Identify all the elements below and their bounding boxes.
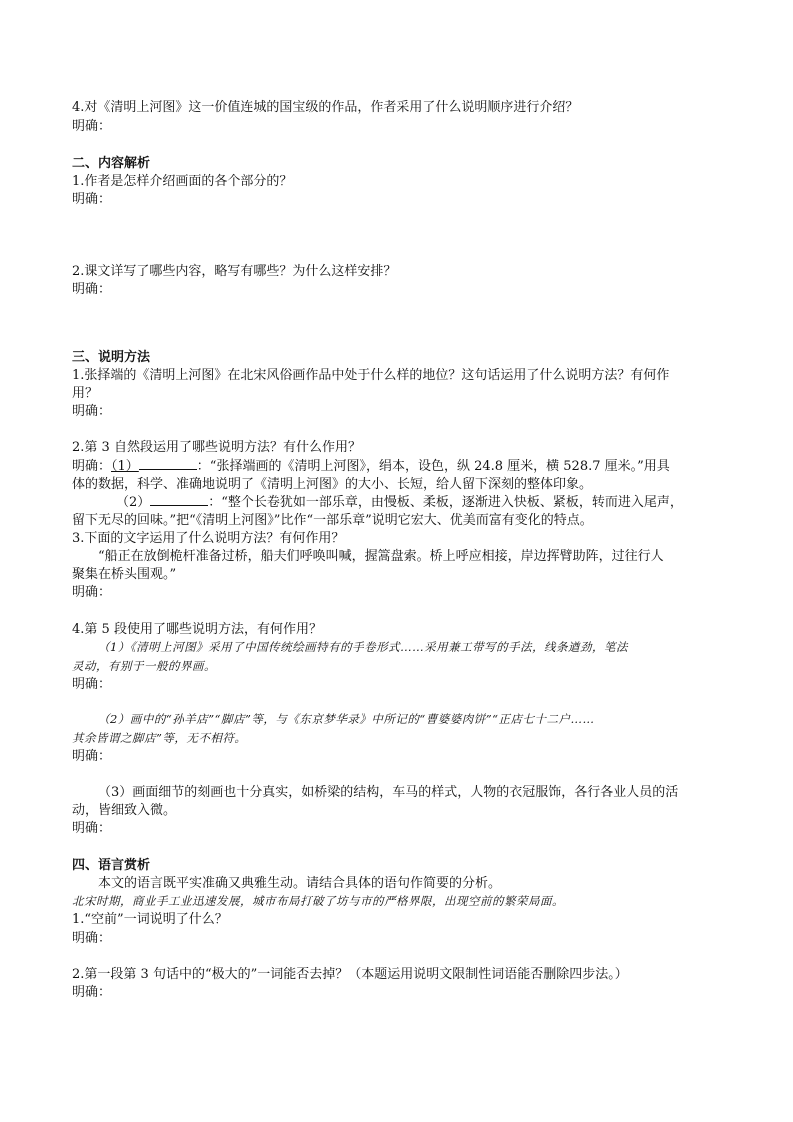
- answer-label: 明确：: [72, 821, 112, 836]
- question-4: 4.对《清明上河图》这一价值连城的国宝级的作品，作者采用了什么说明顺序进行介绍？: [72, 100, 579, 115]
- section-2-title: 二、内容解析: [72, 156, 151, 171]
- answer-label: 明确：: [72, 677, 112, 692]
- section-3-question-1: 1.张择端的《清明上河图》在北宋风俗画作品中处于什么样的地位？这句话运用了什么说明方法？有何作: [72, 368, 670, 383]
- quoted-text-cont: 聚集在桥头围观。”: [72, 567, 177, 582]
- answer-1-quote: ：“张择端画的《清明上河图》，绢本，设色，纵 24.8 厘米，横 528.7 厘米。”用具: [196, 459, 670, 474]
- blank-1: [139, 457, 197, 470]
- section-2-question-2: 2.课文详写了哪些内容，略写有哪些？为什么这样安排？: [72, 264, 397, 279]
- item-2: （2）画中的“孙羊店”“脚店”等，与《东京梦华录》中所记的“曹婆婆肉饼”“正店七十二户……: [98, 712, 595, 726]
- answer-1-number: （1）: [111, 459, 139, 474]
- item-1: （1）《清明上河图》采用了中国传统绘画特有的手卷形式……采用兼工带写的手法，线条遒劲，笔法: [98, 640, 629, 654]
- answer-2-continuation: 留下无尽的回味。”把“《清明上河图》”比作“一部乐章”说明它宏大、优美而富有变化的特点。: [72, 513, 593, 528]
- answer-label: 明确：: [72, 749, 112, 764]
- item-3: （3）画面细节的刻画也十分真实，如桥梁的结构，车马的样式，人物的衣冠服饰，各行各业人员的活: [98, 785, 679, 800]
- section-4-quote: 北宋时期，商业手工业迅速发展，城市布局打破了坊与市的严格界限，出现空前的繁荣局面。: [72, 894, 564, 908]
- section-3-question-2: 2.第 3 自然段运用了哪些说明方法？有什么作用？: [72, 440, 361, 455]
- section-3-question-3: 3.下面的文字运用了什么说明方法？有何作用？: [72, 531, 345, 546]
- section-4-question-1: 1.“空前”一词说明了什么？: [72, 912, 228, 927]
- section-4-title: 四、语言赏析: [72, 858, 151, 873]
- answer-line-1: [72, 457, 722, 476]
- answer-1-continuation: 体的数据，科学、准确地说明了《清明上河图》的大小、长短，给人留下深刻的整体印象。: [72, 477, 593, 492]
- answer-label: 明确：: [72, 459, 112, 474]
- answer-label: 明确：: [72, 985, 112, 1000]
- item-3-cont: 动，皆细致入微。: [72, 803, 177, 818]
- answer-label: 明确：: [72, 282, 112, 297]
- section-2-question-1: 1.作者是怎样介绍画面的各个部分的？: [72, 174, 293, 189]
- answer-2-quote: ：“整个长卷犹如一部乐章，由慢板、柔板，逐渐进入快板、紧板，转而进入尾声，: [208, 495, 683, 510]
- answer-label: 明确：: [72, 931, 112, 946]
- section-4-question-2: 2.第一段第 3 句话中的“极大的”一词能否去掉？（本题运用说明文限制性词语能否删除四步法。）: [72, 967, 628, 982]
- section-3-question-4: 4.第 5 段使用了哪些说明方法，有何作用？: [72, 622, 322, 637]
- item-2-cont: 其余皆谓之脚店”等，无不相符。: [72, 731, 247, 745]
- answer-label: 明确：: [72, 585, 112, 600]
- blank-2: [150, 493, 208, 506]
- answer-2-number: （2）: [116, 495, 151, 510]
- section-4-intro: 本文的语言既平实准确又典雅生动。请结合具体的语句作简要的分析。: [98, 876, 502, 891]
- quoted-text: “船正在放倒桅杆准备过桥，船夫们呼唤叫喊，握篙盘索。桥上呼应相接，岸边挥臂助阵，过往行人: [98, 549, 664, 564]
- answer-label: 明确：: [72, 404, 112, 419]
- answer-label: 明确：: [72, 119, 112, 134]
- answer-line-2: [72, 493, 722, 512]
- answer-label: 明确：: [72, 192, 112, 207]
- item-1-cont: 灵动，有别于一般的界画。: [72, 659, 216, 673]
- section-3-question-1-cont: 用？: [72, 386, 99, 401]
- section-3-title: 三、说明方法: [72, 350, 151, 365]
